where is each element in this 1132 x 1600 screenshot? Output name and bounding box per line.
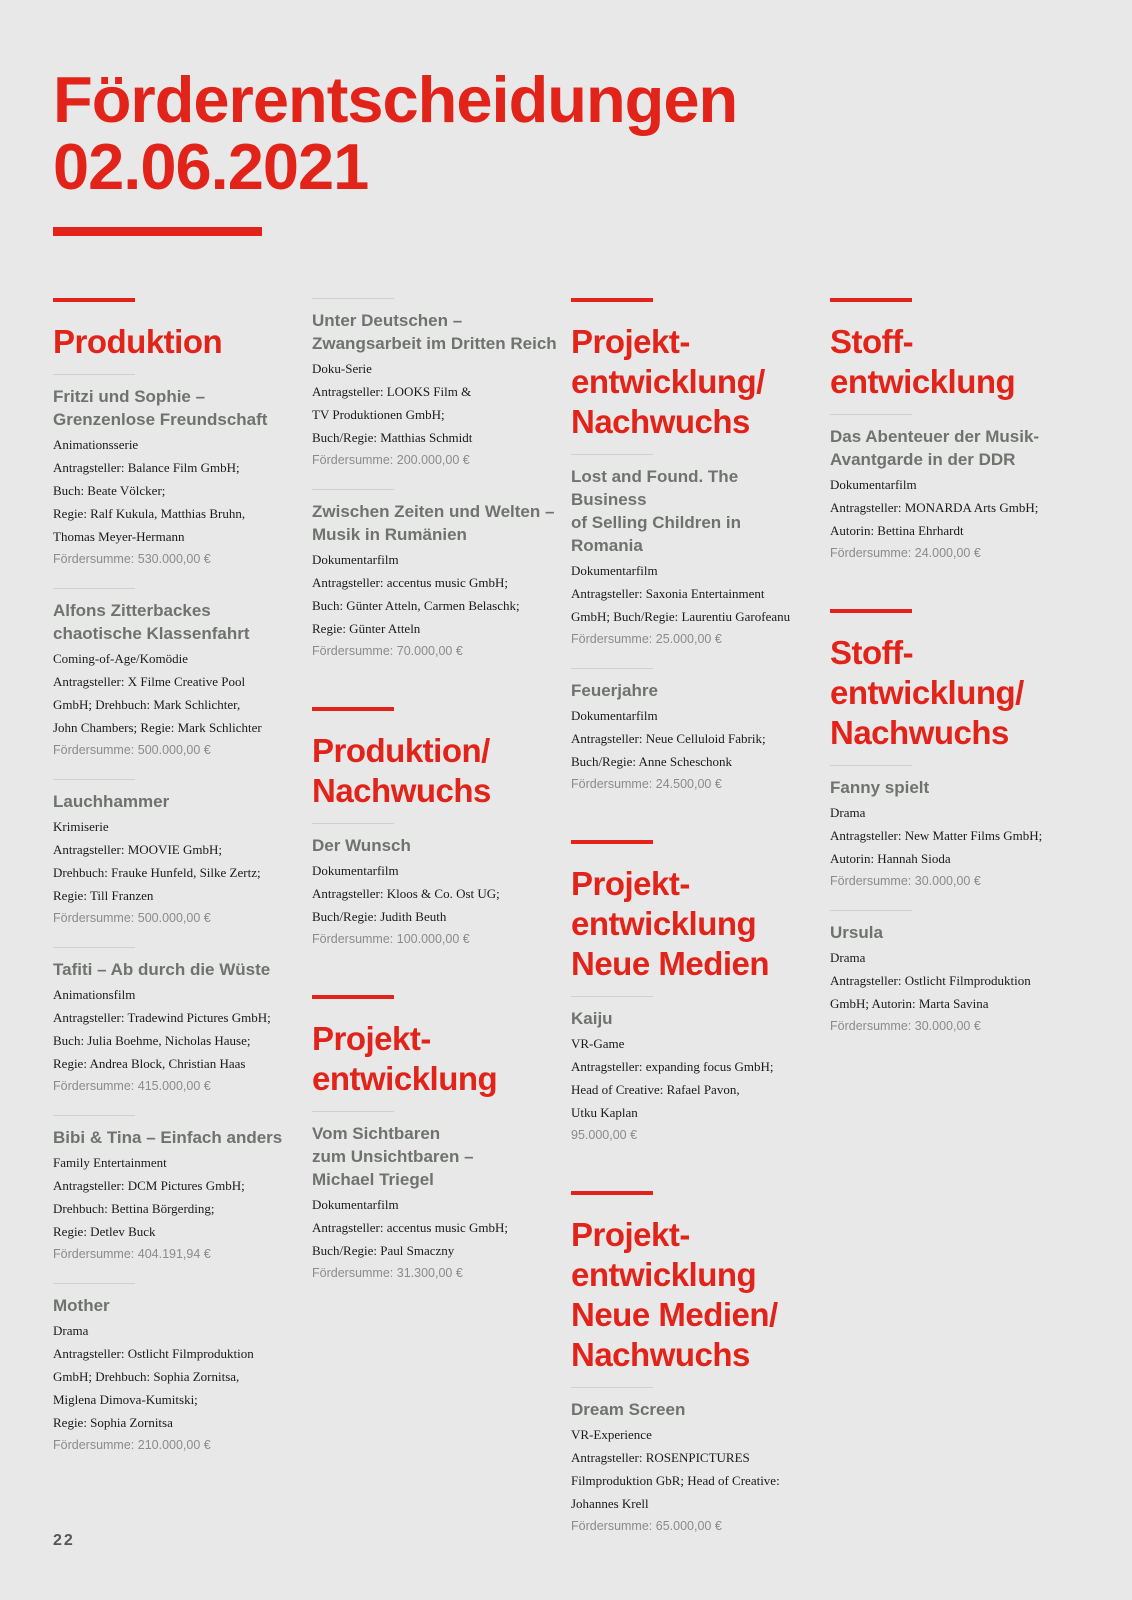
project-detail-line: TV Produktionen GmbH;	[312, 407, 445, 422]
project-detail-line: Head of Creative: Rafael Pavon,	[571, 1082, 740, 1097]
section-bar	[571, 298, 653, 302]
funding-section	[312, 298, 558, 663]
section-spacer	[312, 968, 558, 995]
project-entry	[571, 996, 817, 1147]
section-title	[571, 322, 817, 442]
project-title	[571, 465, 817, 557]
page-title	[53, 63, 738, 203]
section-bar	[53, 298, 135, 302]
project-detail-line: Regie: Ralf Kukula, Matthias Bruhn,	[53, 506, 246, 521]
project-detail-line: Buch/Regie: Paul Smaczny	[312, 1243, 455, 1258]
entry-divider	[53, 1115, 135, 1116]
entry-divider	[53, 779, 135, 780]
project-title	[312, 500, 558, 546]
project-detail-line: Krimiserie	[53, 819, 109, 834]
project-entry	[830, 414, 1076, 565]
project-entry	[53, 1283, 299, 1457]
section-spacer	[312, 680, 558, 707]
project-detail-line: Dokumentarfilm	[312, 863, 399, 878]
entry-divider	[571, 668, 653, 669]
project-detail-line: Johannes Krell	[571, 1496, 649, 1511]
project-title-line: of Selling Children in Romania	[571, 513, 741, 555]
project-detail-line: Buch/Regie: Matthias Schmidt	[312, 430, 473, 445]
section-title	[571, 864, 817, 984]
section-title-line: entwicklung/	[830, 674, 1024, 711]
entry-divider	[53, 588, 135, 589]
entry-divider	[571, 996, 653, 997]
project-detail-line: Antragsteller: MOOVIE GmbH;	[53, 842, 222, 857]
project-title	[53, 1294, 299, 1317]
funding-amount: Fördersumme: 65.000,00 €	[571, 1519, 722, 1533]
project-detail-line: Buch: Beate Völcker;	[53, 483, 166, 498]
section-title-line: Projekt-	[312, 1020, 431, 1057]
project-title	[830, 776, 1076, 799]
funding-section	[571, 813, 817, 1147]
project-title-line: chaotische Klassenfahrt	[53, 624, 250, 643]
funding-amount: Fördersumme: 24.500,00 €	[571, 777, 722, 791]
project-detail-line: Antragsteller: accentus music GmbH;	[312, 575, 509, 590]
funding-section	[53, 298, 299, 1457]
section-title	[312, 731, 558, 811]
project-detail-line: GmbH; Autorin: Marta Savina	[830, 996, 989, 1011]
funding-section	[571, 298, 817, 796]
funding-amount: Fördersumme: 24.000,00 €	[830, 546, 981, 560]
funding-section	[312, 968, 558, 1285]
project-title	[53, 385, 299, 431]
project-detail-line: Miglena Dimova-Kumitski;	[53, 1392, 198, 1407]
project-title-line: Avantgarde in der DDR	[830, 450, 1016, 469]
project-title-line: Das Abenteuer der Musik-	[830, 427, 1040, 446]
project-detail-line: Antragsteller: DCM Pictures GmbH;	[53, 1178, 245, 1193]
project-title-line: Unter Deutschen –	[312, 311, 463, 330]
project-detail-line: Antragsteller: X Filme Creative Pool	[53, 674, 246, 689]
entry-divider	[53, 947, 135, 948]
project-detail-line: Regie: Detlev Buck	[53, 1224, 156, 1239]
project-detail-line: Antragsteller: Kloos & Co. Ost UG;	[312, 886, 500, 901]
project-detail-line: Dokumentarfilm	[312, 1197, 399, 1212]
section-title-line: Nachwuchs	[571, 1336, 750, 1373]
project-detail-line: Antragsteller: Ostlicht Filmproduktion	[53, 1346, 254, 1361]
section-title-line: entwicklung/	[571, 363, 765, 400]
entry-divider	[571, 454, 653, 455]
project-detail-line: Regie: Günter Atteln	[312, 621, 421, 636]
project-entry	[830, 910, 1076, 1038]
funding-amount: Fördersumme: 31.300,00 €	[312, 1266, 463, 1280]
project-title-line: Ursula	[830, 923, 883, 942]
project-detail-line: Regie: Till Franzen	[53, 888, 154, 903]
project-entry	[571, 1387, 817, 1538]
project-detail-line: GmbH; Buch/Regie: Laurentiu Garofeanu	[571, 609, 791, 624]
project-detail-line: Antragsteller: ROSENPICTURES	[571, 1450, 750, 1465]
project-entry	[312, 823, 558, 951]
project-title-line: Michael Triegel	[312, 1170, 434, 1189]
section-title	[53, 322, 299, 362]
project-title-line: Mother	[53, 1296, 110, 1315]
project-detail-line: Thomas Meyer-Hermann	[53, 529, 185, 544]
project-entry	[312, 298, 558, 472]
section-bar	[571, 1191, 653, 1195]
project-title-line: zum Unsichtbaren –	[312, 1147, 474, 1166]
section-title	[571, 1215, 817, 1375]
project-title	[312, 834, 558, 857]
project-title	[830, 921, 1076, 944]
funding-amount: Fördersumme: 404.191,94 €	[53, 1247, 211, 1261]
project-detail-line: Drama	[830, 950, 866, 965]
section-bar	[830, 609, 912, 613]
project-entry	[53, 374, 299, 571]
project-detail-line: Regie: Sophia Zornitsa	[53, 1415, 173, 1430]
project-title	[312, 309, 558, 355]
project-detail-line: Drama	[53, 1323, 89, 1338]
project-detail-line: Utku Kaplan	[571, 1105, 638, 1120]
project-title	[53, 599, 299, 645]
column-3	[571, 298, 817, 1555]
project-title-line: Vom Sichtbaren	[312, 1124, 441, 1143]
entry-divider	[53, 1283, 135, 1284]
project-detail-line: Drehbuch: Frauke Hunfeld, Silke Zertz;	[53, 865, 261, 880]
funding-amount: Fördersumme: 415.000,00 €	[53, 1079, 211, 1093]
section-title-line: entwicklung	[312, 1060, 498, 1097]
project-detail-line: Antragsteller: expanding focus GmbH;	[571, 1059, 774, 1074]
project-detail-line: Regie: Andrea Block, Christian Haas	[53, 1056, 246, 1071]
project-title-line: Fanny spielt	[830, 778, 930, 797]
project-detail-line: VR-Game	[571, 1036, 625, 1051]
section-title	[312, 1019, 558, 1099]
funding-amount: Fördersumme: 530.000,00 €	[53, 552, 211, 566]
funding-section	[830, 298, 1076, 565]
section-title-line: entwicklung	[830, 363, 1016, 400]
project-title-line: Zwangsarbeit im Dritten Reich	[312, 334, 557, 353]
project-detail-line: Autorin: Bettina Ehrhardt	[830, 523, 964, 538]
project-entry	[571, 668, 817, 796]
section-title	[830, 633, 1076, 753]
project-detail-line: Drehbuch: Bettina Börgerding;	[53, 1201, 215, 1216]
project-detail-line: Antragsteller: Tradewind Pictures GmbH;	[53, 1010, 271, 1025]
project-detail-line: Autorin: Hannah Sioda	[830, 851, 951, 866]
entry-divider	[312, 298, 394, 299]
project-title-line: Lost and Found. The Business	[571, 467, 739, 509]
funding-amount: Fördersumme: 70.000,00 €	[312, 644, 463, 658]
section-title-line: Stoff-	[830, 634, 914, 671]
section-title-line: Projekt-	[571, 323, 690, 360]
title-underline	[53, 227, 262, 236]
project-detail-line: Dokumentarfilm	[571, 708, 658, 723]
funding-amount: Fördersumme: 25.000,00 €	[571, 632, 722, 646]
funding-amount: Fördersumme: 30.000,00 €	[830, 1019, 981, 1033]
project-title-line: Musik in Rumänien	[312, 525, 467, 544]
project-detail-line: Antragsteller: Balance Film GmbH;	[53, 460, 240, 475]
project-detail-line: Animationsfilm	[53, 987, 136, 1002]
project-title-line: Grenzenlose Freundschaft	[53, 410, 268, 429]
project-detail-line: Dokumentarfilm	[571, 563, 658, 578]
project-detail-line: GmbH; Drehbuch: Sophia Zornitsa,	[53, 1369, 240, 1384]
section-title-line: Nachwuchs	[830, 714, 1009, 751]
section-title-line: Projekt-	[571, 865, 690, 902]
project-detail-line: Antragsteller: accentus music GmbH;	[312, 1220, 509, 1235]
project-title	[571, 1007, 817, 1030]
section-title-line: Nachwuchs	[312, 772, 491, 809]
column-1	[53, 298, 299, 1474]
project-detail-line: VR-Experience	[571, 1427, 652, 1442]
project-entry	[53, 947, 299, 1098]
entry-divider	[53, 374, 135, 375]
funding-amount: Fördersumme: 210.000,00 €	[53, 1438, 211, 1452]
project-title-line: Kaiju	[571, 1009, 613, 1028]
funding-section	[312, 680, 558, 951]
project-title-line: Feuerjahre	[571, 681, 658, 700]
project-detail-line: Antragsteller: Ostlicht Filmproduktion	[830, 973, 1031, 988]
funding-amount: Fördersumme: 30.000,00 €	[830, 874, 981, 888]
project-detail-line: GmbH; Drehbuch: Mark Schlichter,	[53, 697, 241, 712]
project-entry	[571, 454, 817, 651]
entry-divider	[312, 823, 394, 824]
project-detail-line: Buch/Regie: Anne Scheschonk	[571, 754, 733, 769]
project-entry	[53, 1115, 299, 1266]
project-detail-line: Antragsteller: Neue Celluloid Fabrik;	[571, 731, 766, 746]
entry-divider	[830, 765, 912, 766]
funding-amount: Fördersumme: 200.000,00 €	[312, 453, 470, 467]
project-title-line: Tafiti – Ab durch die Wüste	[53, 960, 271, 979]
section-title-line: Neue Medien	[571, 945, 770, 982]
project-detail-line: Dokumentarfilm	[312, 552, 399, 567]
project-detail-line: Filmproduktion GbR; Head of Creative:	[571, 1473, 780, 1488]
funding-amount: 95.000,00 €	[571, 1128, 638, 1142]
project-title-line: Bibi & Tina – Einfach anders	[53, 1128, 283, 1147]
column-4	[830, 298, 1076, 1055]
project-title	[53, 790, 299, 813]
project-entry	[53, 779, 299, 930]
funding-section	[571, 1164, 817, 1538]
section-bar	[571, 840, 653, 844]
funding-section	[830, 582, 1076, 1038]
project-entry	[53, 588, 299, 762]
entry-divider	[830, 414, 912, 415]
project-title	[571, 1398, 817, 1421]
project-detail-line: Antragsteller: New Matter Films GmbH;	[830, 828, 1043, 843]
column-2	[312, 298, 558, 1302]
section-title-line: Projekt-	[571, 1216, 690, 1253]
funding-amount: Fördersumme: 100.000,00 €	[312, 932, 470, 946]
project-detail-line: Family Entertainment	[53, 1155, 167, 1170]
section-title-line: Neue Medien/	[571, 1296, 778, 1333]
entry-divider	[312, 1111, 394, 1112]
funding-amount: Fördersumme: 500.000,00 €	[53, 911, 211, 925]
section-title-line: Produktion	[53, 323, 223, 360]
page-number: 22	[53, 1532, 75, 1549]
section-title-line: entwicklung	[571, 905, 757, 942]
entry-divider	[830, 910, 912, 911]
project-title	[830, 425, 1076, 471]
entry-divider	[312, 489, 394, 490]
project-title-line: Alfons Zitterbackes	[53, 601, 211, 620]
section-title-line: Stoff-	[830, 323, 914, 360]
project-detail-line: Buch: Günter Atteln, Carmen Belaschk;	[312, 598, 520, 613]
project-detail-line: Buch: Julia Boehme, Nicholas Hause;	[53, 1033, 251, 1048]
project-detail-line: Coming-of-Age/Komödie	[53, 651, 189, 666]
section-spacer	[571, 1164, 817, 1191]
project-title-line: Der Wunsch	[312, 836, 411, 855]
entry-divider	[571, 1387, 653, 1388]
project-title-line: Dream Screen	[571, 1400, 686, 1419]
section-bar	[312, 707, 394, 711]
project-detail-line: Drama	[830, 805, 866, 820]
project-title-line: Lauchhammer	[53, 792, 170, 811]
project-detail-line: Animationsserie	[53, 437, 139, 452]
section-spacer	[571, 813, 817, 840]
section-title-line: Nachwuchs	[571, 403, 750, 440]
project-entry	[312, 489, 558, 663]
section-title	[830, 322, 1076, 402]
project-title-line: Fritzi und Sophie –	[53, 387, 206, 406]
project-entry	[312, 1111, 558, 1285]
project-title	[53, 1126, 299, 1149]
project-title-line: Zwischen Zeiten und Welten –	[312, 502, 555, 521]
section-spacer	[830, 582, 1076, 609]
project-detail-line: John Chambers; Regie: Mark Schlichter	[53, 720, 262, 735]
project-detail-line: Buch/Regie: Judith Beuth	[312, 909, 447, 924]
project-detail-line: Dokumentarfilm	[830, 477, 917, 492]
project-entry	[830, 765, 1076, 893]
project-title	[571, 679, 817, 702]
title-date: 02.06.2021	[53, 130, 369, 203]
title-line: Förderentscheidungen	[53, 63, 738, 136]
funding-amount: Fördersumme: 500.000,00 €	[53, 743, 211, 757]
project-detail-line: Antragsteller: MONARDA Arts GmbH;	[830, 500, 1039, 515]
section-title-line: entwicklung	[571, 1256, 757, 1293]
project-detail-line: Antragsteller: LOOKS Film &	[312, 384, 472, 399]
project-detail-line: Doku-Serie	[312, 361, 372, 376]
project-title	[312, 1122, 558, 1191]
section-title-line: Produktion/	[312, 732, 490, 769]
project-detail-line: Antragsteller: Saxonia Entertainment	[571, 586, 765, 601]
section-bar	[312, 995, 394, 999]
section-bar	[830, 298, 912, 302]
project-title	[53, 958, 299, 981]
